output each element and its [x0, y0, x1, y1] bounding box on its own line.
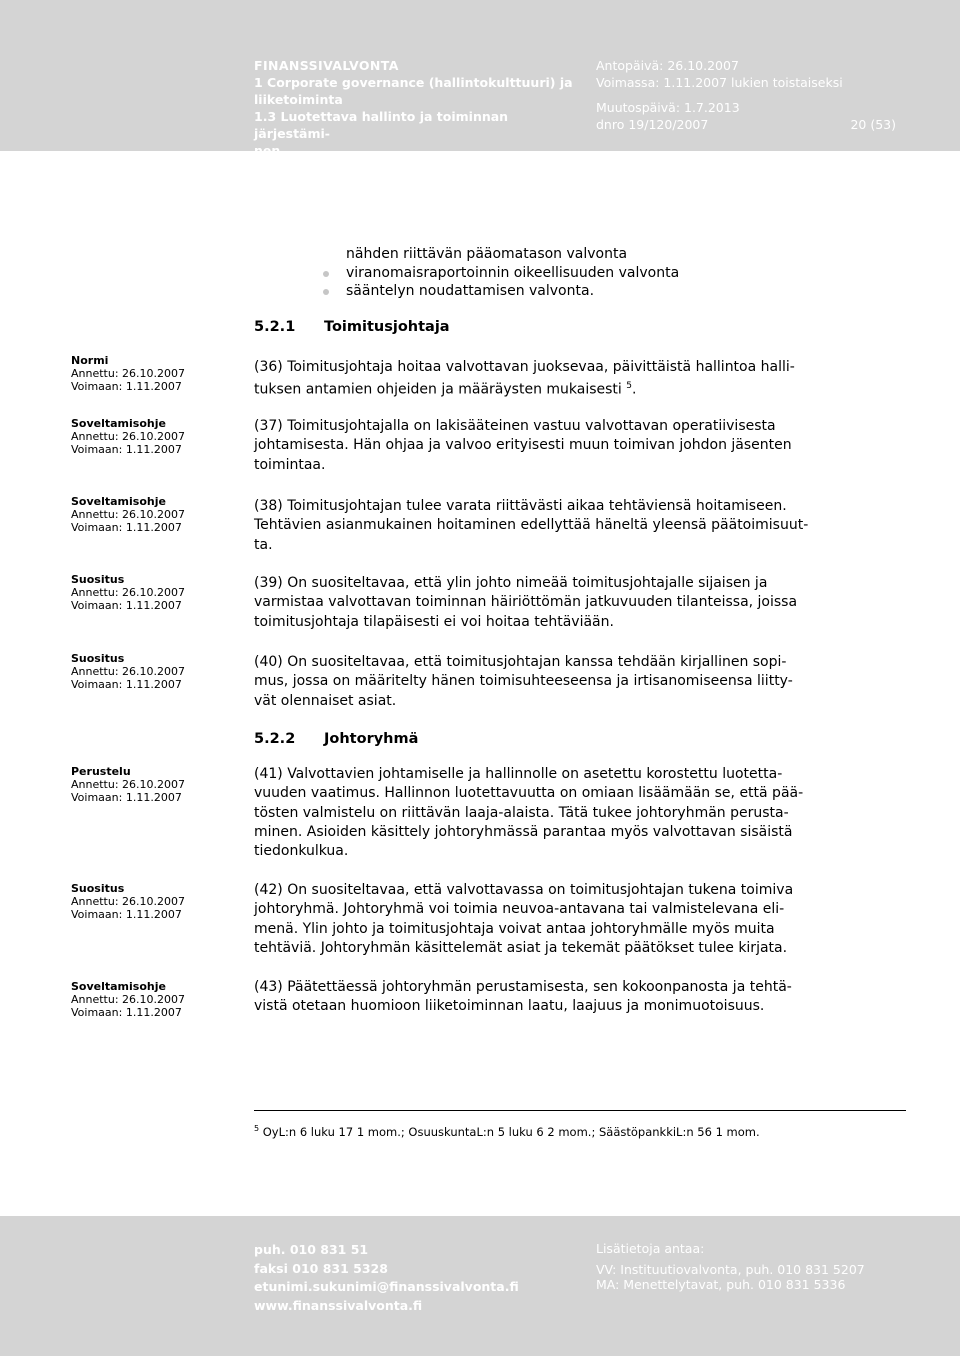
dnro: dnro 19/120/2007: [596, 117, 709, 132]
section-line-1: 1 Corporate governance (hallintokulttuuri) ja: [254, 75, 573, 90]
paragraph-line: tehtäviä. Johtoryhmän käsittelemät asiat ja tekemät päätökset tulee kirjata.: [254, 939, 788, 956]
paragraph-line: (39) On suositeltavaa, että ylin johto nimeää toimitusjohtajalle sijaisen ja: [254, 575, 768, 591]
paragraph-line: (42) On suositeltavaa, että valvottavassa on toimitusjohtajan tukena toimiva: [254, 882, 794, 898]
note-type: Soveltamisohje: [71, 980, 166, 993]
page-number: 20 (53): [850, 117, 896, 132]
note-annettu: Annettu: 26.10.2007: [71, 586, 186, 599]
subsection-line-1: 1.3 Luotettava hallinto ja toiminnan järjestämi-: [254, 109, 509, 141]
issued-date: Antopäivä: 26.10.2007: [596, 58, 739, 73]
paragraph-line: minen. Asioiden käsittely johtoryhmässä parantaa myös valvottavan sisäistä: [254, 823, 793, 840]
paragraph-line: varmistaa valvottavan toiminnan häiriöttömän jatkuvuuden tilanteissa, joissa: [254, 594, 798, 611]
margin-note: [71, 980, 241, 1019]
paragraph-line: vuuden vaatimus. Hallinnon luotettavuutta on omiaan lisäämään se, että pää-: [254, 785, 804, 802]
paragraph-40: [254, 653, 894, 711]
modified-date: Muutospäivä: 1.7.2013: [596, 100, 740, 115]
note-voimaan: Voimaan: 1.11.2007: [71, 678, 182, 691]
note-annettu: Annettu: 26.10.2007: [71, 665, 186, 678]
footer-contact-2: MA: Menettelytavat, puh. 010 831 5336: [596, 1277, 846, 1292]
footer-web[interactable]: www.finanssivalvonta.fi: [254, 1297, 423, 1313]
header-left: [254, 57, 574, 159]
footer-info: [596, 1241, 865, 1292]
note-annettu: Annettu: 26.10.2007: [71, 993, 186, 1006]
footer-fax: faksi 010 831 5328: [254, 1260, 388, 1276]
section-number: 5.2.2: [254, 731, 296, 747]
section-line-2: liiketoiminta: [254, 92, 343, 107]
margin-note: [71, 354, 241, 393]
paragraph-line: toimitusjohtaja tilapäisesti ei voi hoitaa tehtäviään.: [254, 613, 614, 630]
paragraph-line: (37) Toimitusjohtajalla on lakisääteinen vastuu valvottavan operatiivisesta: [254, 418, 776, 434]
footer-info-label: Lisätietoja antaa:: [596, 1241, 705, 1256]
margin-note: [71, 495, 241, 534]
paragraph-42: [254, 881, 894, 958]
note-voimaan: Voimaan: 1.11.2007: [71, 1006, 182, 1019]
paragraph-line: (36) Toimitusjohtaja hoitaa valvottavan juoksevaa, päivittäistä hallintoa halli-: [254, 359, 795, 375]
note-voimaan: Voimaan: 1.11.2007: [71, 443, 182, 456]
margin-note: [71, 882, 241, 921]
list-item-text: viranomaisraportoinnin oikeellisuuden valvonta: [346, 264, 680, 281]
bullet-icon: [323, 289, 329, 295]
list-item: [318, 264, 679, 283]
note-annettu: Annettu: 26.10.2007: [71, 895, 186, 908]
footnote-ref[interactable]: 5: [626, 381, 633, 392]
paragraph-line: johtamisesta. Hän ohjaa ja valvoo erityisesti muun toimivan johdon jäsenten: [254, 437, 792, 454]
note-type: Suositus: [71, 652, 125, 665]
section-number: 5.2.1: [254, 319, 296, 335]
paragraph-line: vät olennaiset asiat.: [254, 692, 397, 709]
paragraph-line: (38) Toimitusjohtajan tulee varata riittävästi aikaa tehtäviensä hoitamiseen.: [254, 498, 787, 514]
note-annettu: Annettu: 26.10.2007: [71, 508, 186, 521]
footer-phone: puh. 010 831 51: [254, 1242, 369, 1257]
note-voimaan: Voimaan: 1.11.2007: [71, 380, 182, 393]
section-title: Johtoryhmä: [324, 731, 419, 747]
margin-note: [71, 765, 241, 804]
footnote-text: OyL:n 6 luku 17 1 mom.; OsuuskuntaL:n 5 luku 6 2 mom.; SäästöpankkiL:n 56 1 mom.: [262, 1124, 760, 1139]
margin-note: [71, 417, 241, 456]
section-title: Toimitusjohtaja: [324, 319, 450, 335]
dnro-row: [596, 116, 896, 133]
note-type: Suositus: [71, 882, 125, 895]
note-annettu: Annettu: 26.10.2007: [71, 367, 186, 380]
note-annettu: Annettu: 26.10.2007: [71, 430, 186, 443]
footnote-number: 5: [254, 1124, 260, 1133]
footer-email[interactable]: etunimi.sukunimi@finanssivalvonta.fi: [254, 1279, 519, 1294]
paragraph-line: toimintaa.: [254, 456, 326, 473]
note-type: Perustelu: [71, 765, 131, 778]
paragraph-line: vistä otetaan huomioon liiketoiminnan laatu, laajuus ja monimuotoisuus.: [254, 998, 765, 1015]
paragraph-line: Tehtävien asianmukainen hoitaminen edellyttää häneltä yleensä päätoimisuut-: [254, 517, 809, 534]
page-footer: [0, 1216, 960, 1356]
paragraph-line: (40) On suositeltavaa, että toimitusjohtajan kanssa tehdään kirjallinen sopi-: [254, 654, 787, 670]
paragraph-line-text: tuksen antamien ohjeiden ja määräysten mukaisesti: [254, 381, 622, 398]
footnote: [254, 1124, 760, 1139]
note-voimaan: Voimaan: 1.11.2007: [71, 791, 182, 804]
intro-line: nähden riittävän pääomatason valvonta: [346, 246, 628, 262]
footnote-divider: [254, 1110, 906, 1111]
intro-list: [318, 245, 679, 301]
note-type: Soveltamisohje: [71, 417, 166, 430]
paragraph-line: johtoryhmä. Johtoryhmä voi toimia neuvoa-antavana tai valmistelevana eli-: [254, 901, 785, 918]
paragraph-39: [254, 574, 894, 632]
paragraph-36: [254, 358, 894, 400]
paragraph-line-tail: .: [632, 381, 637, 398]
bullet-icon: [323, 271, 329, 277]
note-voimaan: Voimaan: 1.11.2007: [71, 908, 182, 921]
note-annettu: Annettu: 26.10.2007: [71, 778, 186, 791]
paragraph-41: [254, 765, 894, 861]
org-name: FINANSSIVALVONTA: [254, 58, 399, 73]
note-voimaan: Voimaan: 1.11.2007: [71, 521, 182, 534]
list-item-text: sääntelyn noudattamisen valvonta.: [346, 283, 595, 299]
section-heading-522: [254, 731, 418, 747]
paragraph-43: [254, 978, 894, 1017]
paragraph-line: mus, jossa on määritelty hänen toimisuhteeseensa ja irtisanomiseensa liitty-: [254, 673, 793, 690]
paragraph-line: tösten valmistelu on riittävän laaja-alaista. Tätä tukee johtoryhmän perusta-: [254, 804, 789, 821]
paragraph-line: ta.: [254, 536, 273, 553]
footer-contact-1: VV: Instituutiovalvonta, puh. 010 831 5207: [596, 1262, 865, 1277]
margin-note: [71, 652, 241, 691]
paragraph-line: tiedonkulkua.: [254, 843, 349, 860]
margin-note: [71, 573, 241, 612]
paragraph-line: (43) Päätettäessä johtoryhmän perustamisesta, sen kokoonpanosta ja tehtä-: [254, 979, 792, 995]
paragraph-line: (41) Valvottavien johtamiselle ja hallinnolle on asetettu korostettu luotetta-: [254, 766, 783, 782]
section-heading-521: [254, 319, 450, 335]
note-type: Normi: [71, 354, 109, 367]
valid-from: Voimassa: 1.11.2007 lukien toistaiseksi: [596, 75, 843, 90]
paragraph-line: [254, 377, 894, 400]
list-item: [318, 282, 679, 301]
header-right: [596, 57, 896, 133]
subsection-line-2: nen: [254, 143, 281, 158]
paragraph-37: [254, 417, 894, 475]
note-type: Soveltamisohje: [71, 495, 166, 508]
footer-contact: [254, 1241, 519, 1315]
paragraph-38: [254, 497, 894, 555]
note-voimaan: Voimaan: 1.11.2007: [71, 599, 182, 612]
page-header: [0, 0, 960, 158]
paragraph-line: menä. Ylin johto ja toimitusjohtaja voivat antaa johtoryhmälle myös muita: [254, 920, 775, 937]
note-type: Suositus: [71, 573, 125, 586]
